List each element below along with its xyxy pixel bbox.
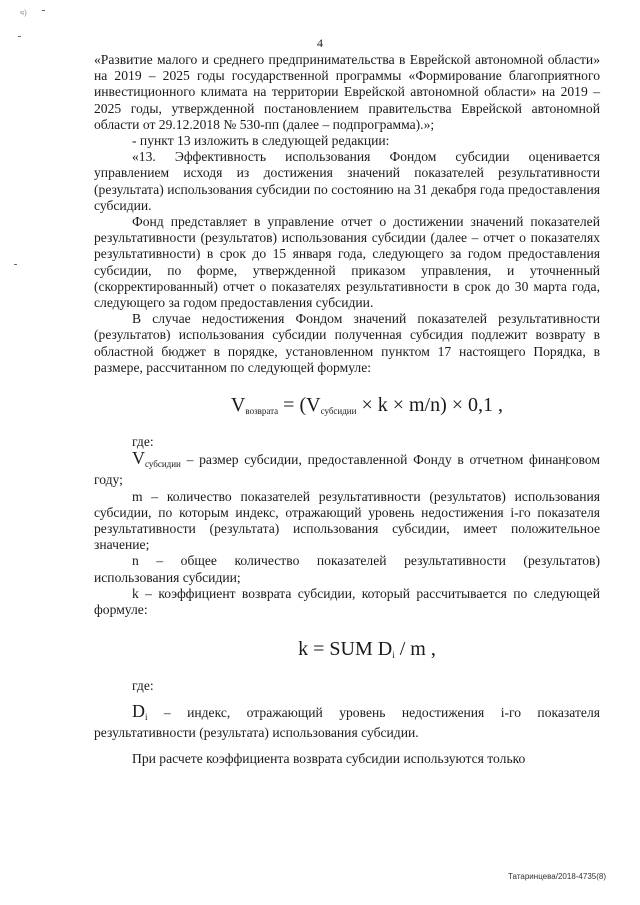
margin-dash [14,264,17,265]
where-label: где: [132,678,154,694]
paragraph: В случае недостижения Фондом значений показателей результативности (результатов) использования субсидии полученная субсидия подлежит возврату в областной бюджет в порядке, установленном пунктом 17 настоящего Порядка, в размере, рассчитанном по следующей формуле: [94,311,600,375]
paragraph: m – количество показателей результативности (результатов) использования субсидии, по которым индекс, отражающий уровень недостижения i-го показателя результативности (результата) использования субсидии, имеет положительное значение; [94,488,600,553]
paragraph: При расчете коэффициента возврата субсидии используются только [132,750,526,766]
corner-mark: ч) [20,8,27,17]
paragraph: «Развитие малого и среднего предпринимательства в Еврейской автономной области» на 2019 – 2025 годы государственной программы «Формирование благоприятного инвестиционного климата на территории Еврейской автономной области» на 2019 – 2025 годы, утвержденной постановлением правительства Еврейской автономной области от 29.12.2018 № 530-пп (далее – подпрограмма).»; [94,52,600,132]
margin-dash [42,10,45,11]
paragraph: n – общее количество показателей результативности (результатов) использования субсидии; [94,553,600,585]
paragraph: $D_i$ – индекс, отражающий уровень недостижения i-го показателя результативности (результата) использования субсидии. [94,700,600,740]
where-label: где: [132,434,154,450]
paragraph: $V_{субсидии}$ – размер субсидии, предоставленной Фонду в отчетном финансовом году; [94,448,600,488]
coefficient-formula: k = SUM $D_i$ / m , [298,638,436,661]
paragraph: «13. Эффективность использования Фондом субсидии оценивается управлением исходя из достижения значений показателей результативности (результата) использования субсидии по состоянию на 31 декабря года предоставления субсидии. [94,149,600,213]
paragraph: - пункт 13 изложить в следующей редакции: [132,133,390,149]
page-number: 4 [317,36,323,50]
document-body [94,52,600,767]
return-formula: $V_{возврата} = (V_{субсидии} \times k \times m/n) \times 0,1$ , [230,394,504,417]
document-footer-code: Татаринцева/2018-4735(8) [508,872,606,881]
paragraph: k – коэффициент возврата субсидии, который рассчитывается по следующей формуле: [94,585,600,618]
paragraph: Фонд представляет в управление отчет о достижении значений показателей результативности (результатов) использования субсидии (далее – отчет о показателях результативности) в срок до 15 января года, следующего за годом предоставления субсидии, по форме, утвержденной приказом управления, и уточненный (скорректированный) отчет о показателях результативности в срок до 30 марта года, следующего за годом предоставления субсидии. [94,214,600,311]
